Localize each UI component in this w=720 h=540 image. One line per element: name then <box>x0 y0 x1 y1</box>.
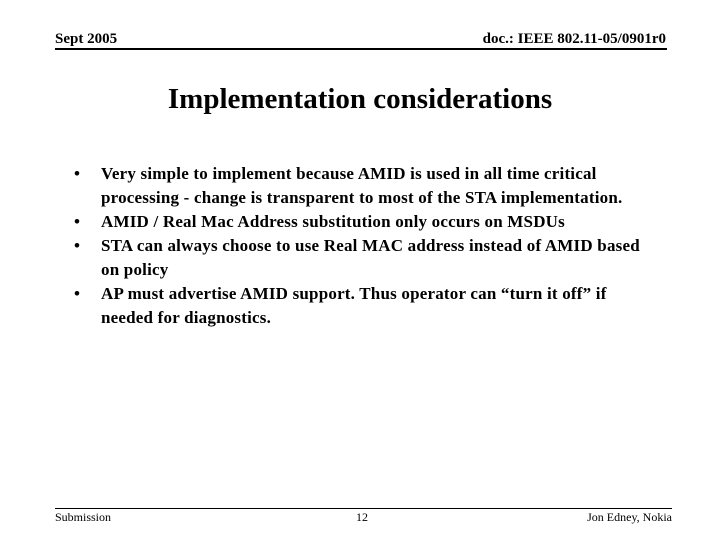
bullet-text: AMID / Real Mac Address substitution only occurs on MSDUs <box>101 212 565 231</box>
footer-author: Jon Edney, Nokia <box>587 510 672 524</box>
header-doc-id: doc.: IEEE 802.11-05/0901r0 <box>482 31 666 47</box>
slide-title: Implementation considerations <box>167 83 553 115</box>
bullet-text: STA can always choose to use Real MAC address instead of AMID based on policy <box>101 236 640 279</box>
footer-page-number: 12 <box>356 510 368 524</box>
bullet-list <box>74 162 654 330</box>
bullet-dot-icon: • <box>74 164 81 183</box>
header-rule <box>55 48 667 50</box>
bullet-item <box>74 234 654 282</box>
bullet-dot-icon: • <box>74 236 81 255</box>
header-date: Sept 2005 <box>55 31 118 47</box>
bullet-dot-icon: • <box>74 284 81 303</box>
bullet-item <box>74 210 654 234</box>
bullet-item <box>74 282 654 330</box>
bullet-dot-icon: • <box>74 212 81 231</box>
bullet-item <box>74 162 654 210</box>
bullet-text: Very simple to implement because AMID is used in all time critical processing - change is transparent to most of the STA implementation. <box>101 164 623 207</box>
footer-submission: Submission <box>55 510 112 524</box>
bullet-text: AP must advertise AMID support. Thus operator can “turn it off” if needed for diagnostics. <box>101 284 607 327</box>
